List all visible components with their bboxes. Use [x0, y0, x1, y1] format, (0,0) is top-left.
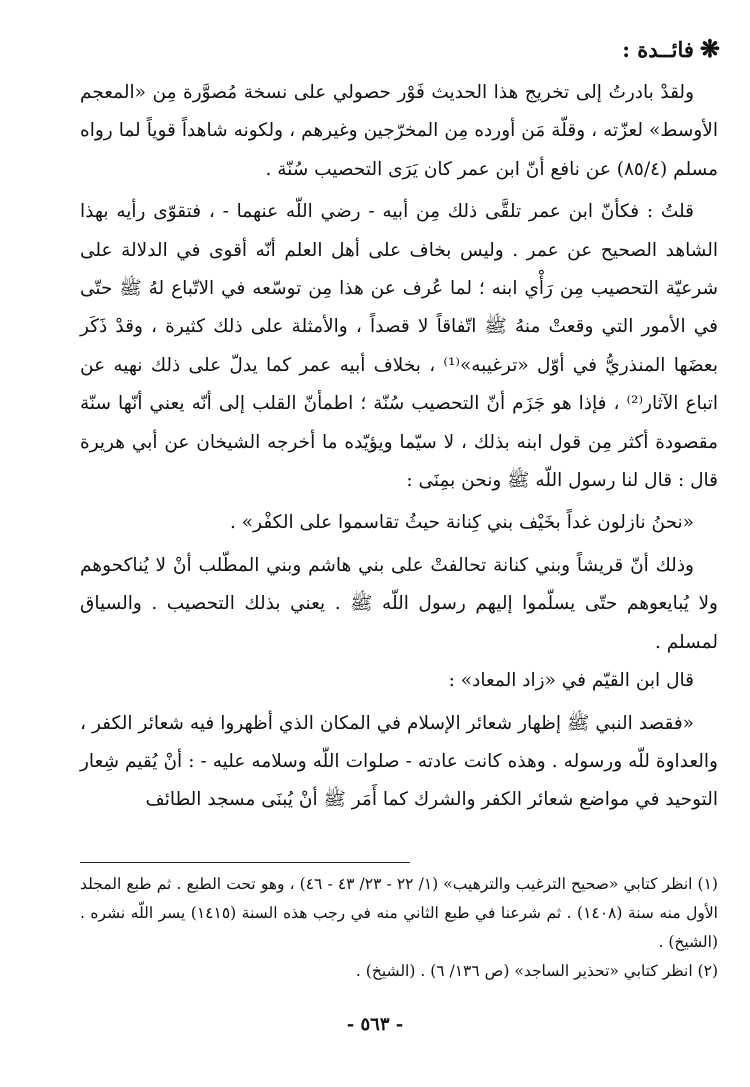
footnote-2: (٢) انظر كتابي «تحذير الساجد» (ص ١٣٦/ ٦) . (الشيخ) . — [355, 962, 718, 980]
paragraph-discussion: قلتُ : فكأنّ ابن عمر تلقَّى ذلك مِن أبيه - رضي اللّه عنهما - ، فتقوّى رأيه بهذا الشاهد الصحيح عن عمر . وليس بخاف على أهل العلم أنّه أقوى في الدلالة على شرعيّة التحصيب مِن رَأْي ابنه ؛ لما عُرف عن هذا مِن توسّعه في الاتّباع لهُ ﷺ حتّى في الأمور التي وقعتْ منهُ ﷺ اتّفاقاً لا قصداً ، والأمثلة على ذلك كثيرة ، وقدْ ذَكَر بعضَها المنذريُّ في أوّل «ترغيبه»⁽¹⁾ ، بخلاف أبيه عمر كما يدلّ على ذلك نهيه عن اتباع الآثار⁽²⁾ ، فإذا هو جَزَم أنّ التحصيب سُنّة ؛ اطمأنّ القلب إلى أنّه يعني أنّها سنّة مقصودة أكثر مِن قول ابنه بذلك ، لا سيّما ويؤيّده ما أخرجه الشيخان عن أبي هريرة قال : قال لنا رسول اللّه ﷺ ونحن بمِنَى : — [80, 201, 718, 492]
footnote-divider — [80, 862, 410, 863]
section-heading — [80, 34, 720, 65]
star-ornament-icon: ❋ — [699, 34, 720, 63]
paragraph-ibn-qayyim-intro: قال ابن القيّم في «زاد المعاد» : — [448, 670, 694, 692]
paragraph-hadith-quote: «نحنُ نازلون غداً بخَيْف بني كِنانة حيثُ تقاسموا على الكفْر» . — [230, 512, 694, 534]
paragraph-explanation: وذلك أنّ قريشاً وبني كنانة تحالفتْ على بني هاشم وبني المطّلب أنْ لا يُناكحوهم ولا يُبايعوهم حتّى يسلّموا إليهم رسول اللّه ﷺ . يعني بذلك التحصيب . والسياق لمسلم . — [80, 554, 718, 653]
paragraph-ibn-qayyim-quote: «فقصد النبي ﷺ إظهار شعائر الإسلام في المكان الذي أظهروا فيه شعائر الكفر ، والعداوة للّه ورسوله . وهذه كانت عادته - صلوات اللّه وسلامه عليه - : أنْ يُقيم شِعار التوحيد في مواضع شعائر الكفر والشرك كما أَمَر ﷺ أنْ يُبنَى مسجد الطائف — [80, 712, 718, 811]
heading-title: فائــدة : — [622, 37, 694, 62]
main-text — [80, 74, 718, 820]
paragraph-intro: ولقدْ بادرتُ إلى تخريج هذا الحديث فَوْر حصولي على نسخة مُصوَّرة مِن «المعجم الأوسط» لعزّته ، وقلّة مَن أورده مِن المخرّجين وغيرهم ، ولكونه شاهداً قوياً لما رواه مسلم (٨٥/٤) عن نافع أنّ ابن عمر كان يَرَى التحصيب سُنّة . — [80, 82, 718, 180]
footnotes — [80, 870, 718, 986]
page-number: - ٥٦٣ - — [346, 1014, 404, 1035]
footnote-1: (١) انظر كتابي «صحيح الترغيب والترهيب» (١/ ٢٢ - ٢٣/ ٤٣ - ٤٦) ، وهو تحت الطبع . ثم طبع المجلد الأول منه سنة (١٤٠٨) . ثم شرعنا في طبع الثاني منه في رجب هذه السنة (١٤١٥) يسر اللّه نشره . (الشيخ) . — [80, 875, 718, 951]
